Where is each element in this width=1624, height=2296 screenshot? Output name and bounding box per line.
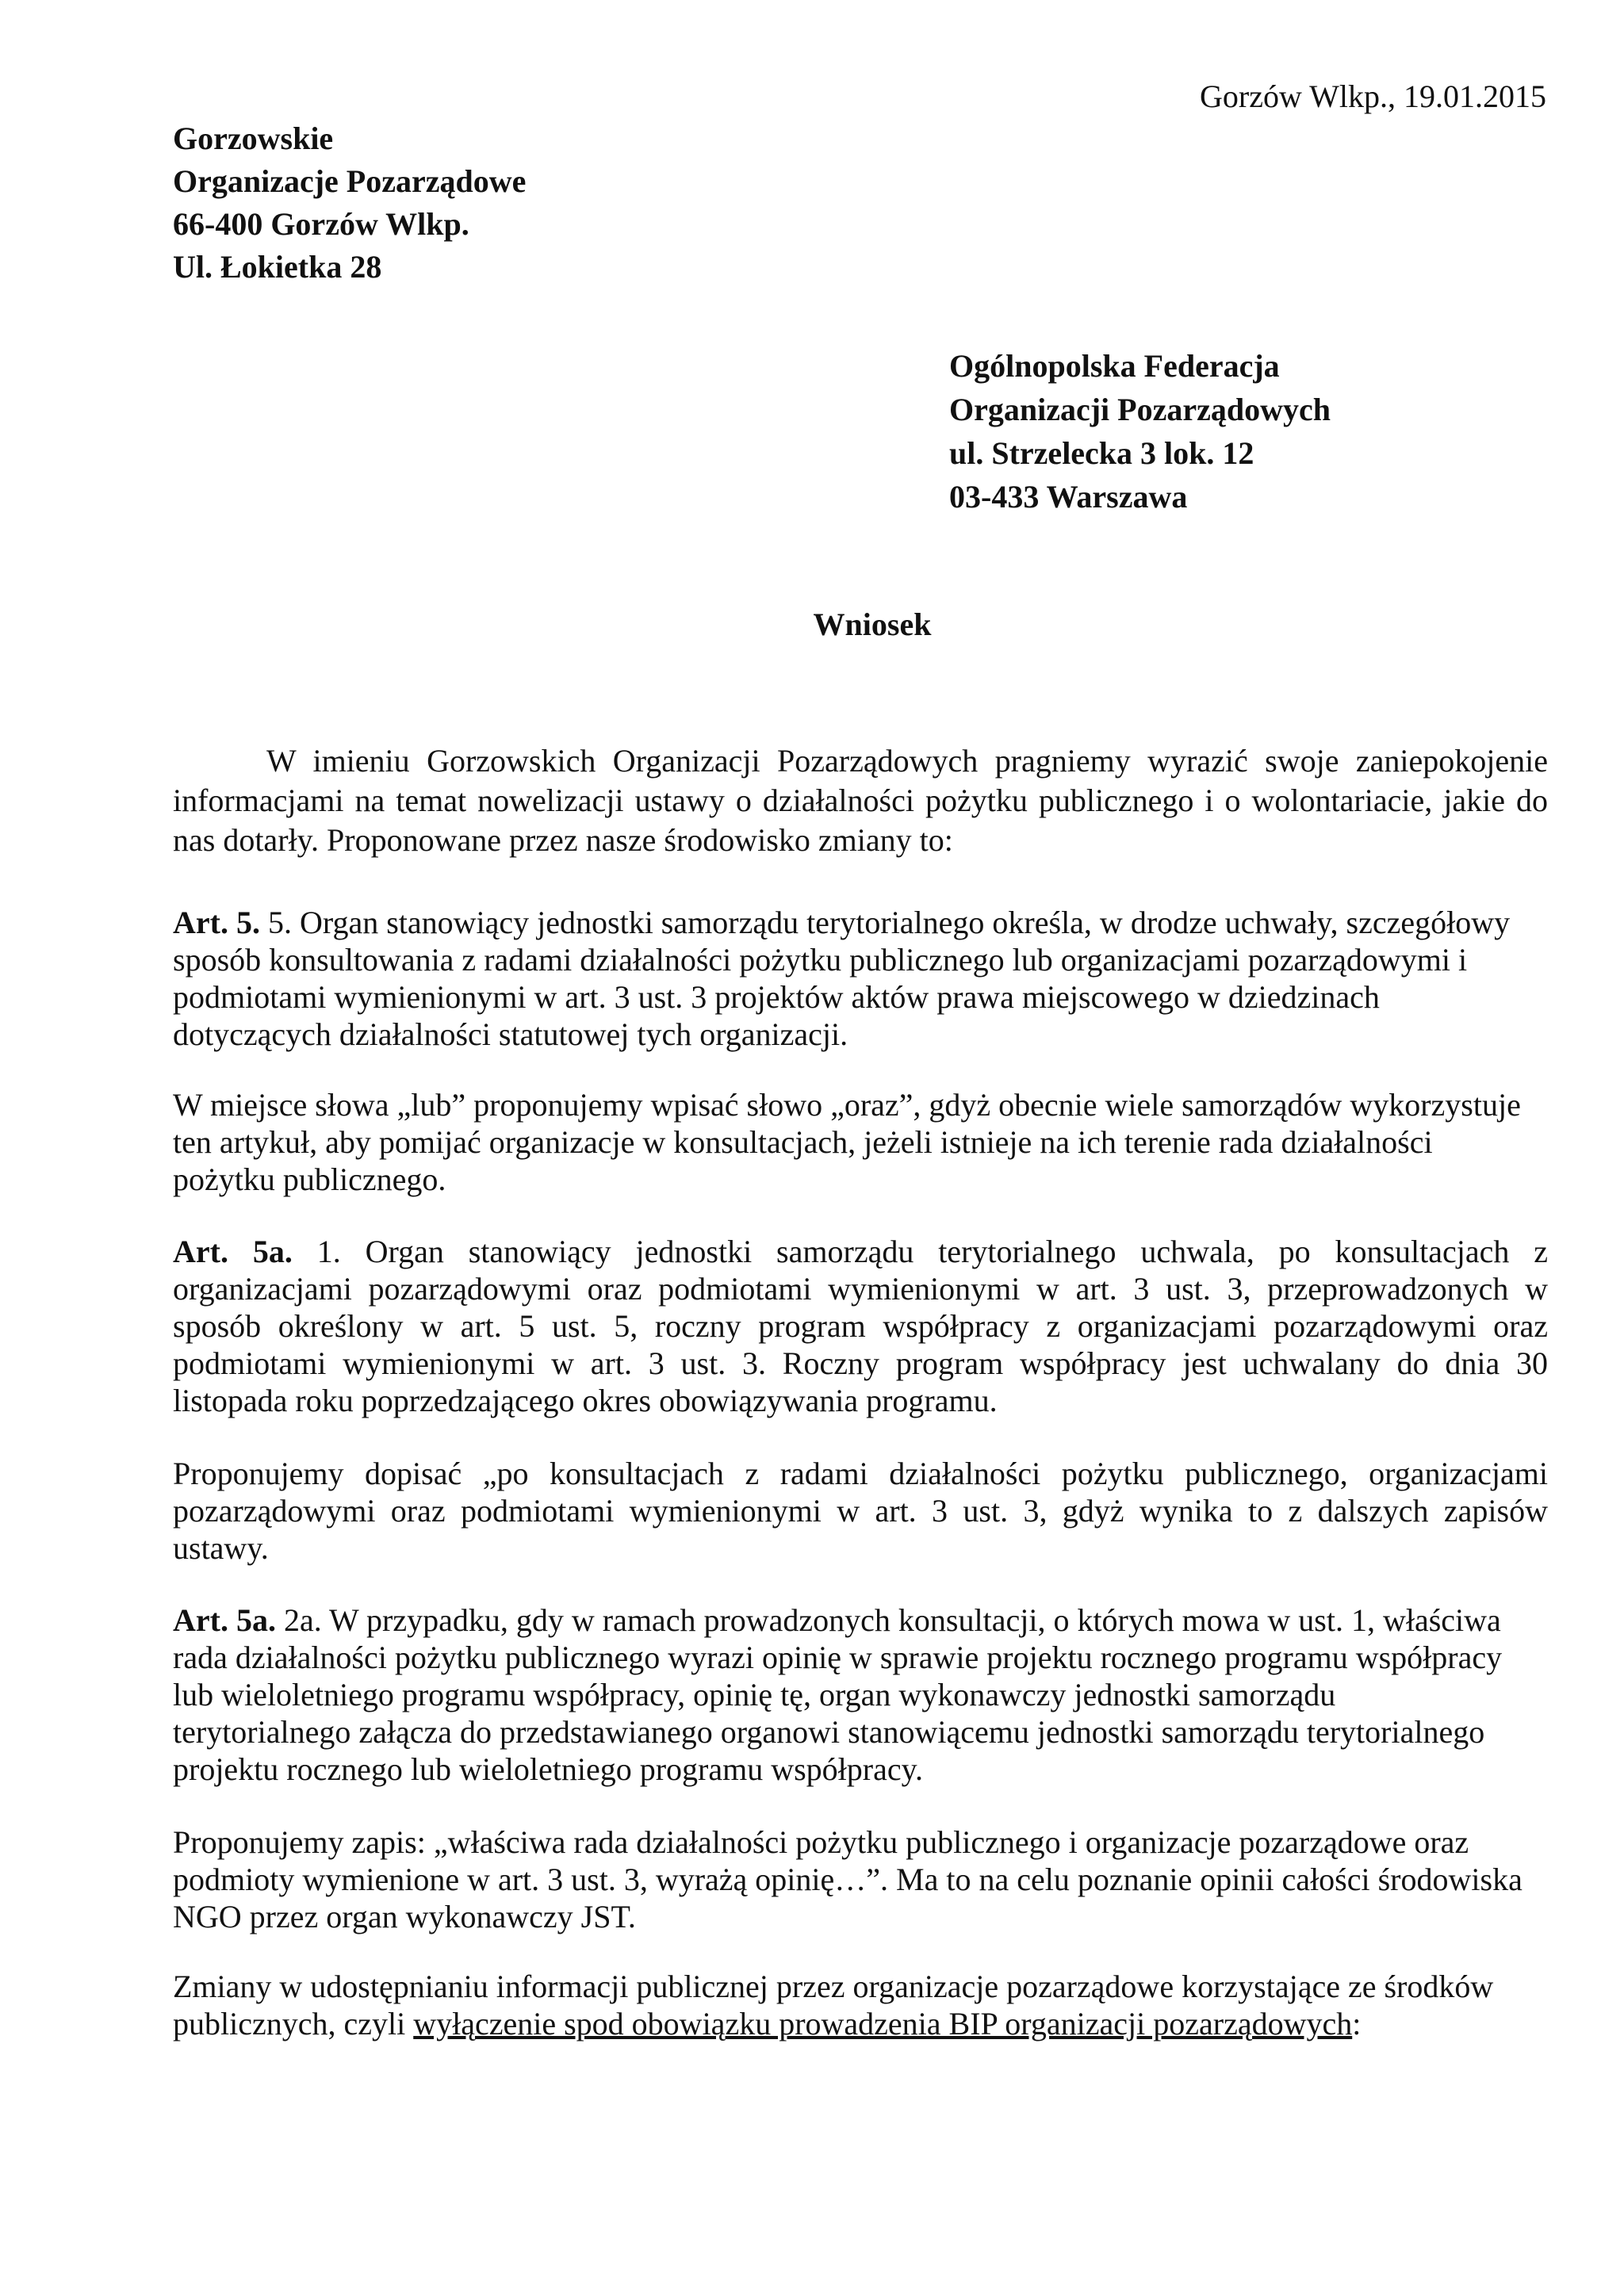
paragraph-line <box>173 904 1548 941</box>
paragraph-line: nas dotarły. Proponowane przez nasze środowisko zmiany to: <box>173 822 953 858</box>
closing-prefix: publicznych, czyli <box>173 2006 414 2042</box>
paragraph-line: podmioty wymienione w art. 3 ust. 3, wyrażą opinię…”. Ma to na celu poznanie opinii całości środowiska <box>173 1862 1522 1897</box>
intro-paragraph <box>173 741 1548 860</box>
paragraph-line: informacjami na temat nowelizacji ustawy o działalności pożytku publicznego i o wolontariacie, jakie do <box>173 783 1548 818</box>
paragraph-line: pożytku publicznego. <box>173 1161 446 1197</box>
paragraph-line: terytorialnego załącza do przedstawianego organowi stanowiącemu jednostki samorządu terytorialnego <box>173 1714 1485 1750</box>
paragraph-line: rada działalności pożytku publicznego wyrazi opinię w sprawie projektu rocznego programu współpracy <box>173 1640 1503 1675</box>
recipient-line: 03-433 Warszawa <box>949 479 1188 515</box>
paragraph-line: lub wieloletniego programu współpracy, opinię tę, organ wykonawczy jednostki samorządu <box>173 1677 1336 1712</box>
article-5a-2a-paragraph <box>173 1601 1548 1788</box>
comment-1-paragraph <box>173 1086 1548 1198</box>
paragraph-line: podmiotami wymienionymi w art. 3 ust. 3. Roczny program współpracy jest uchwalany do dnia 30 <box>173 1345 1548 1381</box>
underlined-phrase: wyłączenie spod obowiązku prowadzenia BIP organizacji pozarządowych <box>413 2006 1353 2042</box>
sender-line: Gorzowskie <box>173 121 334 156</box>
paragraph-line: W miejsce słowa „lub” proponujemy wpisać słowo „oraz”, gdyż obecnie wiele samorządów wykorzystuje <box>173 1087 1521 1123</box>
paragraph-line <box>173 1233 1548 1270</box>
paragraph-line: ustawy. <box>173 1530 269 1566</box>
closing-suffix: : <box>1352 2006 1362 2042</box>
paragraph-line: ten artykuł, aby pomijać organizacje w konsultacjach, jeżeli istnieje na ich terenie rada działalności <box>173 1124 1433 1160</box>
recipient-line: ul. Strzelecka 3 lok. 12 <box>949 435 1254 471</box>
paragraph-line <box>173 2005 1548 2042</box>
paragraph-line: Zmiany w udostępnianiu informacji publicznej przez organizacje pozarządowe korzystające ze środków <box>173 1969 1494 2004</box>
comment-2-paragraph <box>173 1455 1548 1567</box>
letter-date: Gorzów Wlkp., 19.01.2015 <box>1200 78 1546 114</box>
comment-3-paragraph <box>173 1823 1548 1935</box>
sender-line: Organizacje Pozarządowe <box>173 163 527 199</box>
sender-address <box>173 117 526 289</box>
paragraph-line: Proponujemy zapis: „właściwa rada działalności pożytku publicznego i organizacje pozarządowe oraz <box>173 1824 1469 1860</box>
article-5-paragraph <box>173 904 1548 1053</box>
recipient-line: Organizacji Pozarządowych <box>949 392 1331 427</box>
sender-line: 66-400 Gorzów Wlkp. <box>173 206 469 242</box>
paragraph-line: pozarządowymi oraz podmiotami wymienionymi w art. 3 ust. 3, gdyż wynika to z dalszych zapisów <box>173 1493 1548 1529</box>
document-title: Wniosek <box>813 607 932 642</box>
sender-line: Ul. Łokietka 28 <box>173 249 382 285</box>
paragraph-line: NGO przez organ wykonawczy JST. <box>173 1899 636 1934</box>
recipient-address <box>949 344 1331 519</box>
article-label: Art. 5. <box>173 905 260 940</box>
paragraph-line: listopada roku poprzedzającego okres obowiązywania programu. <box>173 1383 998 1418</box>
article-label: Art. 5a. <box>173 1602 276 1638</box>
paragraph-line: sposób konsultowania z radami działalności pożytku publicznego lub organizacjami pozarządowymi i <box>173 942 1468 978</box>
paragraph-line: dotyczących działalności statutowej tych organizacji. <box>173 1016 848 1052</box>
paragraph-line: organizacjami pozarządowymi oraz podmiotami wymienionymi w art. 3 ust. 3, przeprowadzonych w <box>173 1271 1548 1307</box>
article-text: 2a. W przypadku, gdy w ramach prowadzonych konsultacji, o których mowa w ust. 1, właściwa <box>275 1602 1501 1638</box>
paragraph-line: sposób określony w art. 5 ust. 5, roczny program współpracy z organizacjami pozarządowymi oraz <box>173 1308 1548 1344</box>
paragraph-line: projektu rocznego lub wieloletniego programu współpracy. <box>173 1751 924 1787</box>
closing-paragraph <box>173 1968 1548 2042</box>
article-text: 1. Organ stanowiący jednostki samorządu terytorialnego uchwala, po konsultacjach z <box>292 1234 1548 1269</box>
paragraph-line <box>173 1601 1548 1639</box>
article-text: 5. Organ stanowiący jednostki samorządu terytorialnego określa, w drodze uchwały, szczegółowy <box>259 905 1511 940</box>
paragraph-line: W imieniu Gorzowskich Organizacji Pozarządowych pragniemy wyrazić swoje zaniepokojenie <box>266 743 1548 779</box>
article-label: Art. 5a. <box>173 1234 293 1269</box>
recipient-line: Ogólnopolska Federacja <box>949 348 1280 384</box>
paragraph-line: podmiotami wymienionymi w art. 3 ust. 3 projektów aktów prawa miejscowego w dziedzinach <box>173 979 1380 1015</box>
paragraph-line: Proponujemy dopisać „po konsultacjach z radami działalności pożytku publicznego, organizacjami <box>173 1456 1548 1491</box>
article-5a-1-paragraph <box>173 1233 1548 1419</box>
